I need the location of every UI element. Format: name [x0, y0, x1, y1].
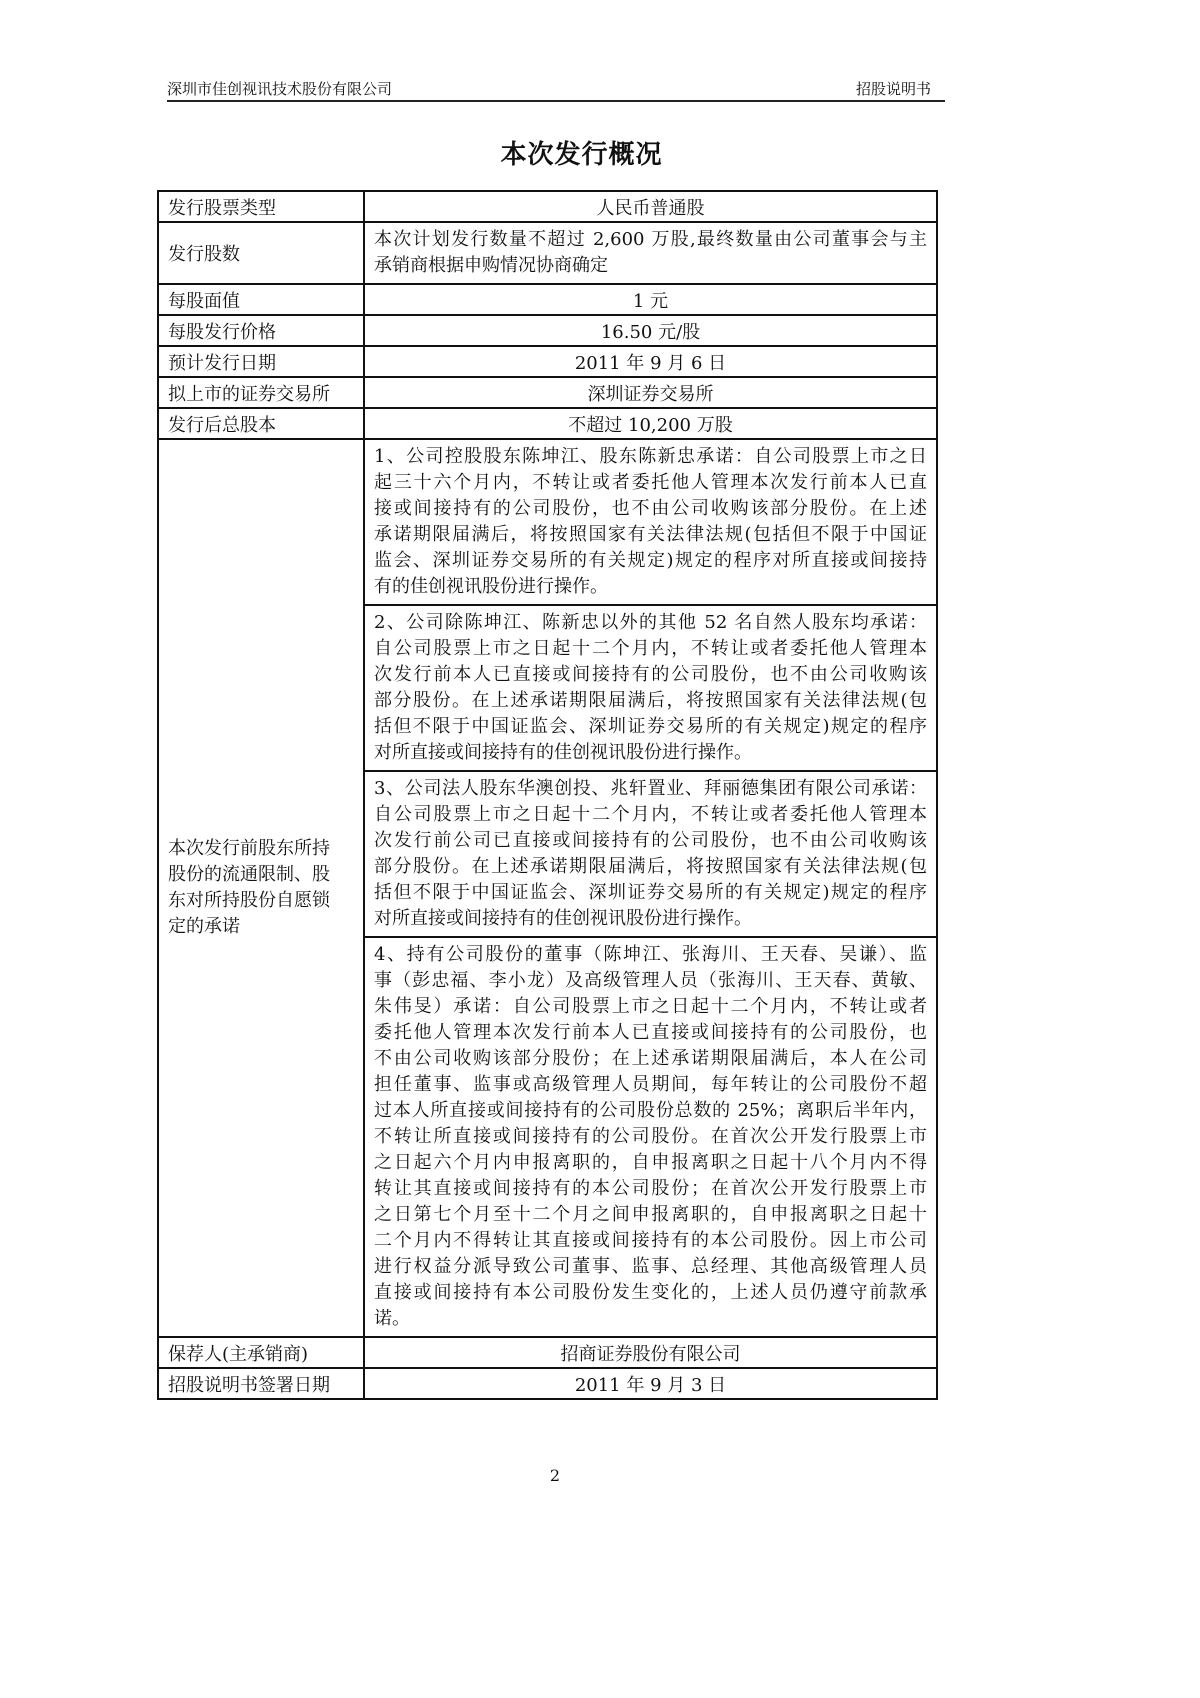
- table-row: [158, 222, 937, 284]
- row-label: 预计发行日期: [158, 346, 364, 377]
- text-line: 4、持有公司股份的董事（陈坤江、张海川、王天春、吴谦）、监: [374, 944, 927, 965]
- table-row-lockup: [158, 439, 937, 1337]
- text-line: 自公司股票上市之日起十二个月内，不转让或者委托他人管理本: [374, 638, 927, 659]
- text-line: 东对所持股份自愿锁: [168, 890, 330, 911]
- text-line: 直接或间接持有本公司股份发生变化的，上述人员仍遵守前款承: [374, 1282, 927, 1303]
- text-line: 括但不限于中国证监会、深圳证券交易所的有关规定)规定的程序: [374, 882, 927, 903]
- text-line: 朱伟旻）承诺：自公司股票上市之日起十二个月内，不转让或者: [374, 996, 927, 1017]
- text-line: 进行权益分派导致公司董事、监事、总经理、其他高级管理人员: [374, 1256, 927, 1277]
- commitment-item: [365, 772, 936, 938]
- text-line: 次发行前公司已直接或间接持有的公司股份，也不由公司收购该: [374, 830, 927, 851]
- table-row: [158, 346, 937, 377]
- offering-overview-table: [157, 190, 938, 1400]
- text-line: 监会、深圳证券交易所的有关规定)规定的程序对所直接或间接持: [374, 550, 927, 571]
- row-value: 1 元: [364, 284, 937, 315]
- row-value: 不超过 10,200 万股: [364, 408, 937, 439]
- text-line: 之日起六个月内申报离职的，自申报离职之日起十八个月内不得: [374, 1152, 927, 1173]
- text-line: 事（彭忠福、李小龙）及高级管理人员（张海川、王天春、黄敏、: [374, 970, 927, 991]
- text-line: 二个月内不得转让其直接或间接持有的本公司股份。因上市公司: [374, 1230, 927, 1251]
- table-row: [158, 191, 937, 222]
- row-label: 保荐人(主承销商): [158, 1337, 364, 1368]
- text-line: 诺。: [374, 1308, 410, 1329]
- text-line: 之日第七个月至十二个月之间申报离职的，自申报离职之日起十: [374, 1204, 927, 1225]
- text-line: 起三十六个月内，不转让或者委托他人管理本次发行前本人已直: [374, 472, 927, 493]
- row-label: 招股说明书签署日期: [158, 1368, 364, 1399]
- row-label: 拟上市的证券交易所: [158, 377, 364, 408]
- text-line: 过本人所直接或间接持有的公司股份总数的 25%；离职后半年内，: [374, 1100, 927, 1121]
- page-title: 本次发行概况: [500, 140, 663, 170]
- table-row: [158, 1337, 937, 1368]
- text-line: 委托他人管理本次发行前本人已直接或间接持有的公司股份，也: [374, 1022, 927, 1043]
- text-line: 对所直接或间接持有的佳创视讯股份进行操作。: [374, 742, 752, 763]
- text-line: 本次发行前股东所持: [168, 838, 330, 859]
- table-row: [158, 377, 937, 408]
- row-value: 深圳证券交易所: [364, 377, 937, 408]
- text-line: 承诺期限届满后，将按照国家有关法律法规(包括但不限于中国证: [374, 524, 927, 545]
- text-line: 不转让所直接或间接持有的公司股份。在首次公开发行股票上市: [374, 1126, 927, 1147]
- lockup-commitments: [364, 439, 937, 1337]
- commitment-item: [365, 606, 936, 772]
- text-line: 部分股份。在上述承诺期限届满后，将按照国家有关法律法规(包: [374, 690, 927, 711]
- row-label: 发行股票类型: [158, 191, 364, 222]
- row-value: 2011 年 9 月 3 日: [364, 1368, 937, 1399]
- row-label: 每股发行价格: [158, 315, 364, 346]
- text-line: 对所直接或间接持有的佳创视讯股份进行操作。: [374, 908, 752, 929]
- text-line: 3、公司法人股东华澳创投、兆轩置业、拜丽德集团有限公司承诺：: [374, 778, 927, 799]
- table-row: [158, 284, 937, 315]
- row-label: 发行后总股本: [158, 408, 364, 439]
- text-line: 1、公司控股股东陈坤江、股东陈新忠承诺：自公司股票上市之日: [374, 446, 927, 467]
- text-line: 自公司股票上市之日起十二个月内，不转让或者委托他人管理本: [374, 804, 927, 825]
- page-header: [167, 76, 945, 102]
- text-line: 本次计划发行数量不超过 2,600 万股,最终数量由公司董事会与主: [374, 229, 927, 250]
- text-line: 2、公司除陈坤江、陈新忠以外的其他 52 名自然人股东均承诺：: [374, 612, 927, 633]
- table-row: [158, 408, 937, 439]
- header-company: 深圳市佳创视讯技术股份有限公司: [167, 80, 393, 98]
- text-line: 承销商根据申购情况协商确定: [374, 255, 608, 276]
- row-label: 发行股数: [158, 222, 364, 284]
- text-line: 股份的流通限制、股: [168, 864, 330, 885]
- table-row: [158, 315, 937, 346]
- lockup-label: [158, 439, 364, 1337]
- text-line: 转让其直接或间接持有的本公司股份；在首次公开发行股票上市: [374, 1178, 927, 1199]
- text-line: 接或间接持有的公司股份，也不由公司收购该部分股份。在上述: [374, 498, 927, 519]
- table-row: [158, 1368, 937, 1399]
- text-line: 括但不限于中国证监会、深圳证券交易所的有关规定)规定的程序: [374, 716, 927, 737]
- text-line: 次发行前本人已直接或间接持有的公司股份，也不由公司收购该: [374, 664, 927, 685]
- row-value: 2011 年 9 月 6 日: [364, 346, 937, 377]
- text-line: 有的佳创视讯股份进行操作。: [374, 576, 608, 597]
- text-line: 部分股份。在上述承诺期限届满后，将按照国家有关法律法规(包: [374, 856, 927, 877]
- page-number: 2: [549, 1466, 561, 1485]
- text-line: 不由公司收购该部分股份；在上述承诺期限届满后，本人在公司: [374, 1048, 927, 1069]
- text-line: 定的承诺: [168, 916, 240, 937]
- row-value: 16.50 元/股: [364, 315, 937, 346]
- commitment-item: [365, 440, 936, 606]
- row-value: [364, 222, 937, 284]
- header-doc-type: 招股说明书: [855, 80, 931, 98]
- row-value: 招商证券股份有限公司: [364, 1337, 937, 1368]
- text-line: 担任董事、监事或高级管理人员期间，每年转让的公司股份不超: [374, 1074, 927, 1095]
- row-label: 每股面值: [158, 284, 364, 315]
- row-value: 人民币普通股: [364, 191, 937, 222]
- commitment-item: [365, 938, 936, 1336]
